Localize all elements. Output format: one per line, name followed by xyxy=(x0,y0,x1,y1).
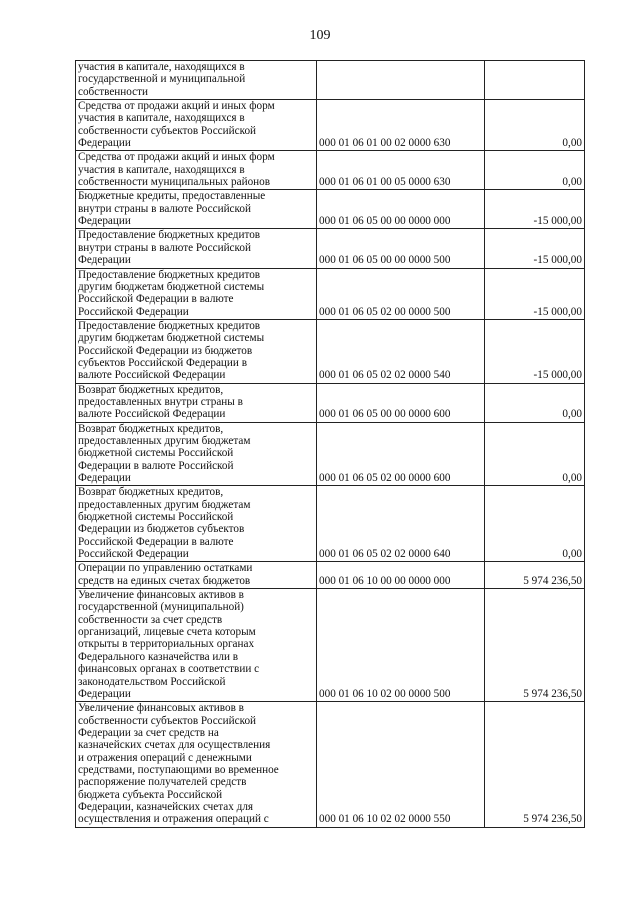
row-name-line: предоставленных другим бюджетам xyxy=(78,498,251,511)
row-name-line: средствами, поступающими во временное xyxy=(78,763,279,776)
row-name-cell xyxy=(76,562,317,589)
row-name-line: внутри страны в валюте Российской xyxy=(78,202,251,215)
row-name-line: Федерации xyxy=(78,687,131,700)
row-name-cell xyxy=(76,268,317,319)
row-name-cell xyxy=(76,702,317,827)
row-name-cell xyxy=(76,383,317,422)
table-row xyxy=(76,268,585,319)
budget-code-cell: 000 01 06 05 02 00 0000 500 xyxy=(317,268,485,319)
row-name-line: осуществления и отражения операций с xyxy=(78,813,269,826)
table-row xyxy=(76,486,585,562)
row-name-line: Российской Федерации из бюджетов xyxy=(78,344,253,357)
row-name-line: Российской Федерации xyxy=(78,305,189,318)
row-name-line: внутри страны в валюте Российской xyxy=(78,241,251,254)
row-name-line: Федерации за счет средств на xyxy=(78,726,219,739)
row-name-line: Возврат бюджетных кредитов, xyxy=(78,422,224,435)
row-name-line: Бюджетные кредиты, предоставленные xyxy=(78,190,266,203)
row-name-line: участия в капитале, находящихся в xyxy=(78,112,245,125)
row-name-line: государственной и муниципальной xyxy=(78,73,246,86)
row-name-line: организаций, лицевые счета которым xyxy=(78,626,256,639)
row-name-line: финансовых органах в соответствии с xyxy=(78,663,260,676)
budget-code-cell: 000 01 06 05 00 00 0000 500 xyxy=(317,229,485,268)
budget-code-cell: 000 01 06 05 00 00 0000 000 xyxy=(317,190,485,229)
row-name-line: Российской Федерации xyxy=(78,548,189,561)
table-row xyxy=(76,61,585,100)
row-name-line: казначейских счетах для осуществления xyxy=(78,739,271,752)
row-name-line: Возврат бюджетных кредитов, xyxy=(78,486,224,499)
row-name-cell xyxy=(76,61,317,100)
budget-code-cell: 000 01 06 01 00 02 0000 630 xyxy=(317,100,485,151)
row-name-line: участия в капитале, находящихся в xyxy=(78,61,245,73)
row-name-line: Федерации xyxy=(78,137,131,150)
budget-sources-table xyxy=(75,60,585,828)
row-name-line: Возврат бюджетных кредитов, xyxy=(78,383,224,396)
row-name-line: Федерации xyxy=(78,215,131,228)
amount-cell: 0,00 xyxy=(485,383,585,422)
amount-cell: 5 974 236,50 xyxy=(485,589,585,702)
row-name-line: средств на единых счетах бюджетов xyxy=(78,574,251,587)
row-name-cell xyxy=(76,100,317,151)
amount-cell: 0,00 xyxy=(485,422,585,486)
row-name-line: участия в капитале, находящихся в xyxy=(78,163,245,176)
budget-code-cell xyxy=(317,61,485,100)
row-name-line: бюджета субъекта Российской xyxy=(78,788,223,801)
table-row xyxy=(76,562,585,589)
row-name-line: Увеличение финансовых активов в xyxy=(78,702,244,715)
amount-cell: 5 974 236,50 xyxy=(485,702,585,827)
row-name-line: валюте Российской Федерации xyxy=(78,408,226,421)
row-name-line: собственности субъектов Российской xyxy=(78,714,257,727)
row-name-line: предоставленных другим бюджетам xyxy=(78,434,251,447)
budget-code-cell: 000 01 06 05 02 02 0000 640 xyxy=(317,486,485,562)
row-name-cell xyxy=(76,589,317,702)
row-name-line: Российской Федерации в валюте xyxy=(78,535,234,548)
row-name-line: другим бюджетам бюджетной системы xyxy=(78,332,265,345)
budget-code-cell: 000 01 06 05 02 00 0000 600 xyxy=(317,422,485,486)
row-name-line: Операции по управлению остатками xyxy=(78,562,253,575)
table-row xyxy=(76,100,585,151)
amount-cell: -15 000,00 xyxy=(485,229,585,268)
row-name-cell xyxy=(76,229,317,268)
table-row xyxy=(76,319,585,383)
row-name-line: Федерального казначейства или в xyxy=(78,650,239,663)
row-name-line: собственности муниципальных районов xyxy=(78,176,271,189)
row-name-line: бюджетной системы Российской xyxy=(78,447,234,460)
table-row xyxy=(76,589,585,702)
row-name-line: Средства от продажи акций и иных форм xyxy=(78,151,275,164)
amount-cell: 0,00 xyxy=(485,100,585,151)
row-name-line: Федерации xyxy=(78,254,131,267)
row-name-line: Предоставление бюджетных кредитов xyxy=(78,319,261,332)
row-name-line: собственности субъектов Российской xyxy=(78,124,257,137)
row-name-line: Средства от продажи акций и иных форм xyxy=(78,100,275,113)
table-row xyxy=(76,702,585,827)
row-name-line: бюджетной системы Российской xyxy=(78,511,234,524)
row-name-line: Предоставление бюджетных кредитов xyxy=(78,229,261,242)
row-name-line: распоряжение получателей средств xyxy=(78,776,247,789)
table-row xyxy=(76,190,585,229)
row-name-line: Федерации в валюте Российской xyxy=(78,459,234,472)
amount-cell: 0,00 xyxy=(485,486,585,562)
row-name-line: государственной (муниципальной) xyxy=(78,601,244,614)
amount-cell xyxy=(485,61,585,100)
row-name-line: Российской Федерации в валюте xyxy=(78,293,234,306)
table-row xyxy=(76,229,585,268)
row-name-line: открыты в территориальных органах xyxy=(78,638,255,651)
row-name-line: Предоставление бюджетных кредитов xyxy=(78,268,261,281)
budget-code-cell: 000 01 06 10 00 00 0000 000 xyxy=(317,562,485,589)
budget-code-cell: 000 01 06 05 02 02 0000 540 xyxy=(317,319,485,383)
budget-code-cell: 000 01 06 01 00 05 0000 630 xyxy=(317,151,485,190)
row-name-line: законодательством Российской xyxy=(78,675,226,688)
amount-cell: -15 000,00 xyxy=(485,268,585,319)
table-body xyxy=(76,61,585,828)
row-name-line: и отражения операций с денежными xyxy=(78,751,252,764)
budget-code-cell: 000 01 06 10 02 02 0000 550 xyxy=(317,702,485,827)
row-name-cell xyxy=(76,151,317,190)
table-row xyxy=(76,383,585,422)
row-name-line: валюте Российской Федерации xyxy=(78,369,226,382)
table-row xyxy=(76,151,585,190)
row-name-line: собственности xyxy=(78,85,148,98)
row-name-line: Федерации xyxy=(78,472,131,484)
amount-cell: 0,00 xyxy=(485,151,585,190)
row-name-cell xyxy=(76,422,317,486)
table-row xyxy=(76,422,585,486)
amount-cell: -15 000,00 xyxy=(485,190,585,229)
row-name-cell xyxy=(76,486,317,562)
amount-cell: 5 974 236,50 xyxy=(485,562,585,589)
amount-cell: -15 000,00 xyxy=(485,319,585,383)
budget-code-cell: 000 01 06 05 00 00 0000 600 xyxy=(317,383,485,422)
row-name-line: Федерации из бюджетов субъектов xyxy=(78,523,245,536)
row-name-line: другим бюджетам бюджетной системы xyxy=(78,280,265,293)
row-name-line: Федерации, казначейских счетах для xyxy=(78,800,254,813)
row-name-line: предоставленных внутри страны в xyxy=(78,395,243,408)
page-number: 109 xyxy=(309,28,331,43)
row-name-cell xyxy=(76,319,317,383)
row-name-line: субъектов Российской Федерации в xyxy=(78,356,247,369)
row-name-line: собственности за счет средств xyxy=(78,613,223,626)
row-name-line: Увеличение финансовых активов в xyxy=(78,589,244,602)
row-name-cell xyxy=(76,190,317,229)
budget-code-cell: 000 01 06 10 02 00 0000 500 xyxy=(317,589,485,702)
